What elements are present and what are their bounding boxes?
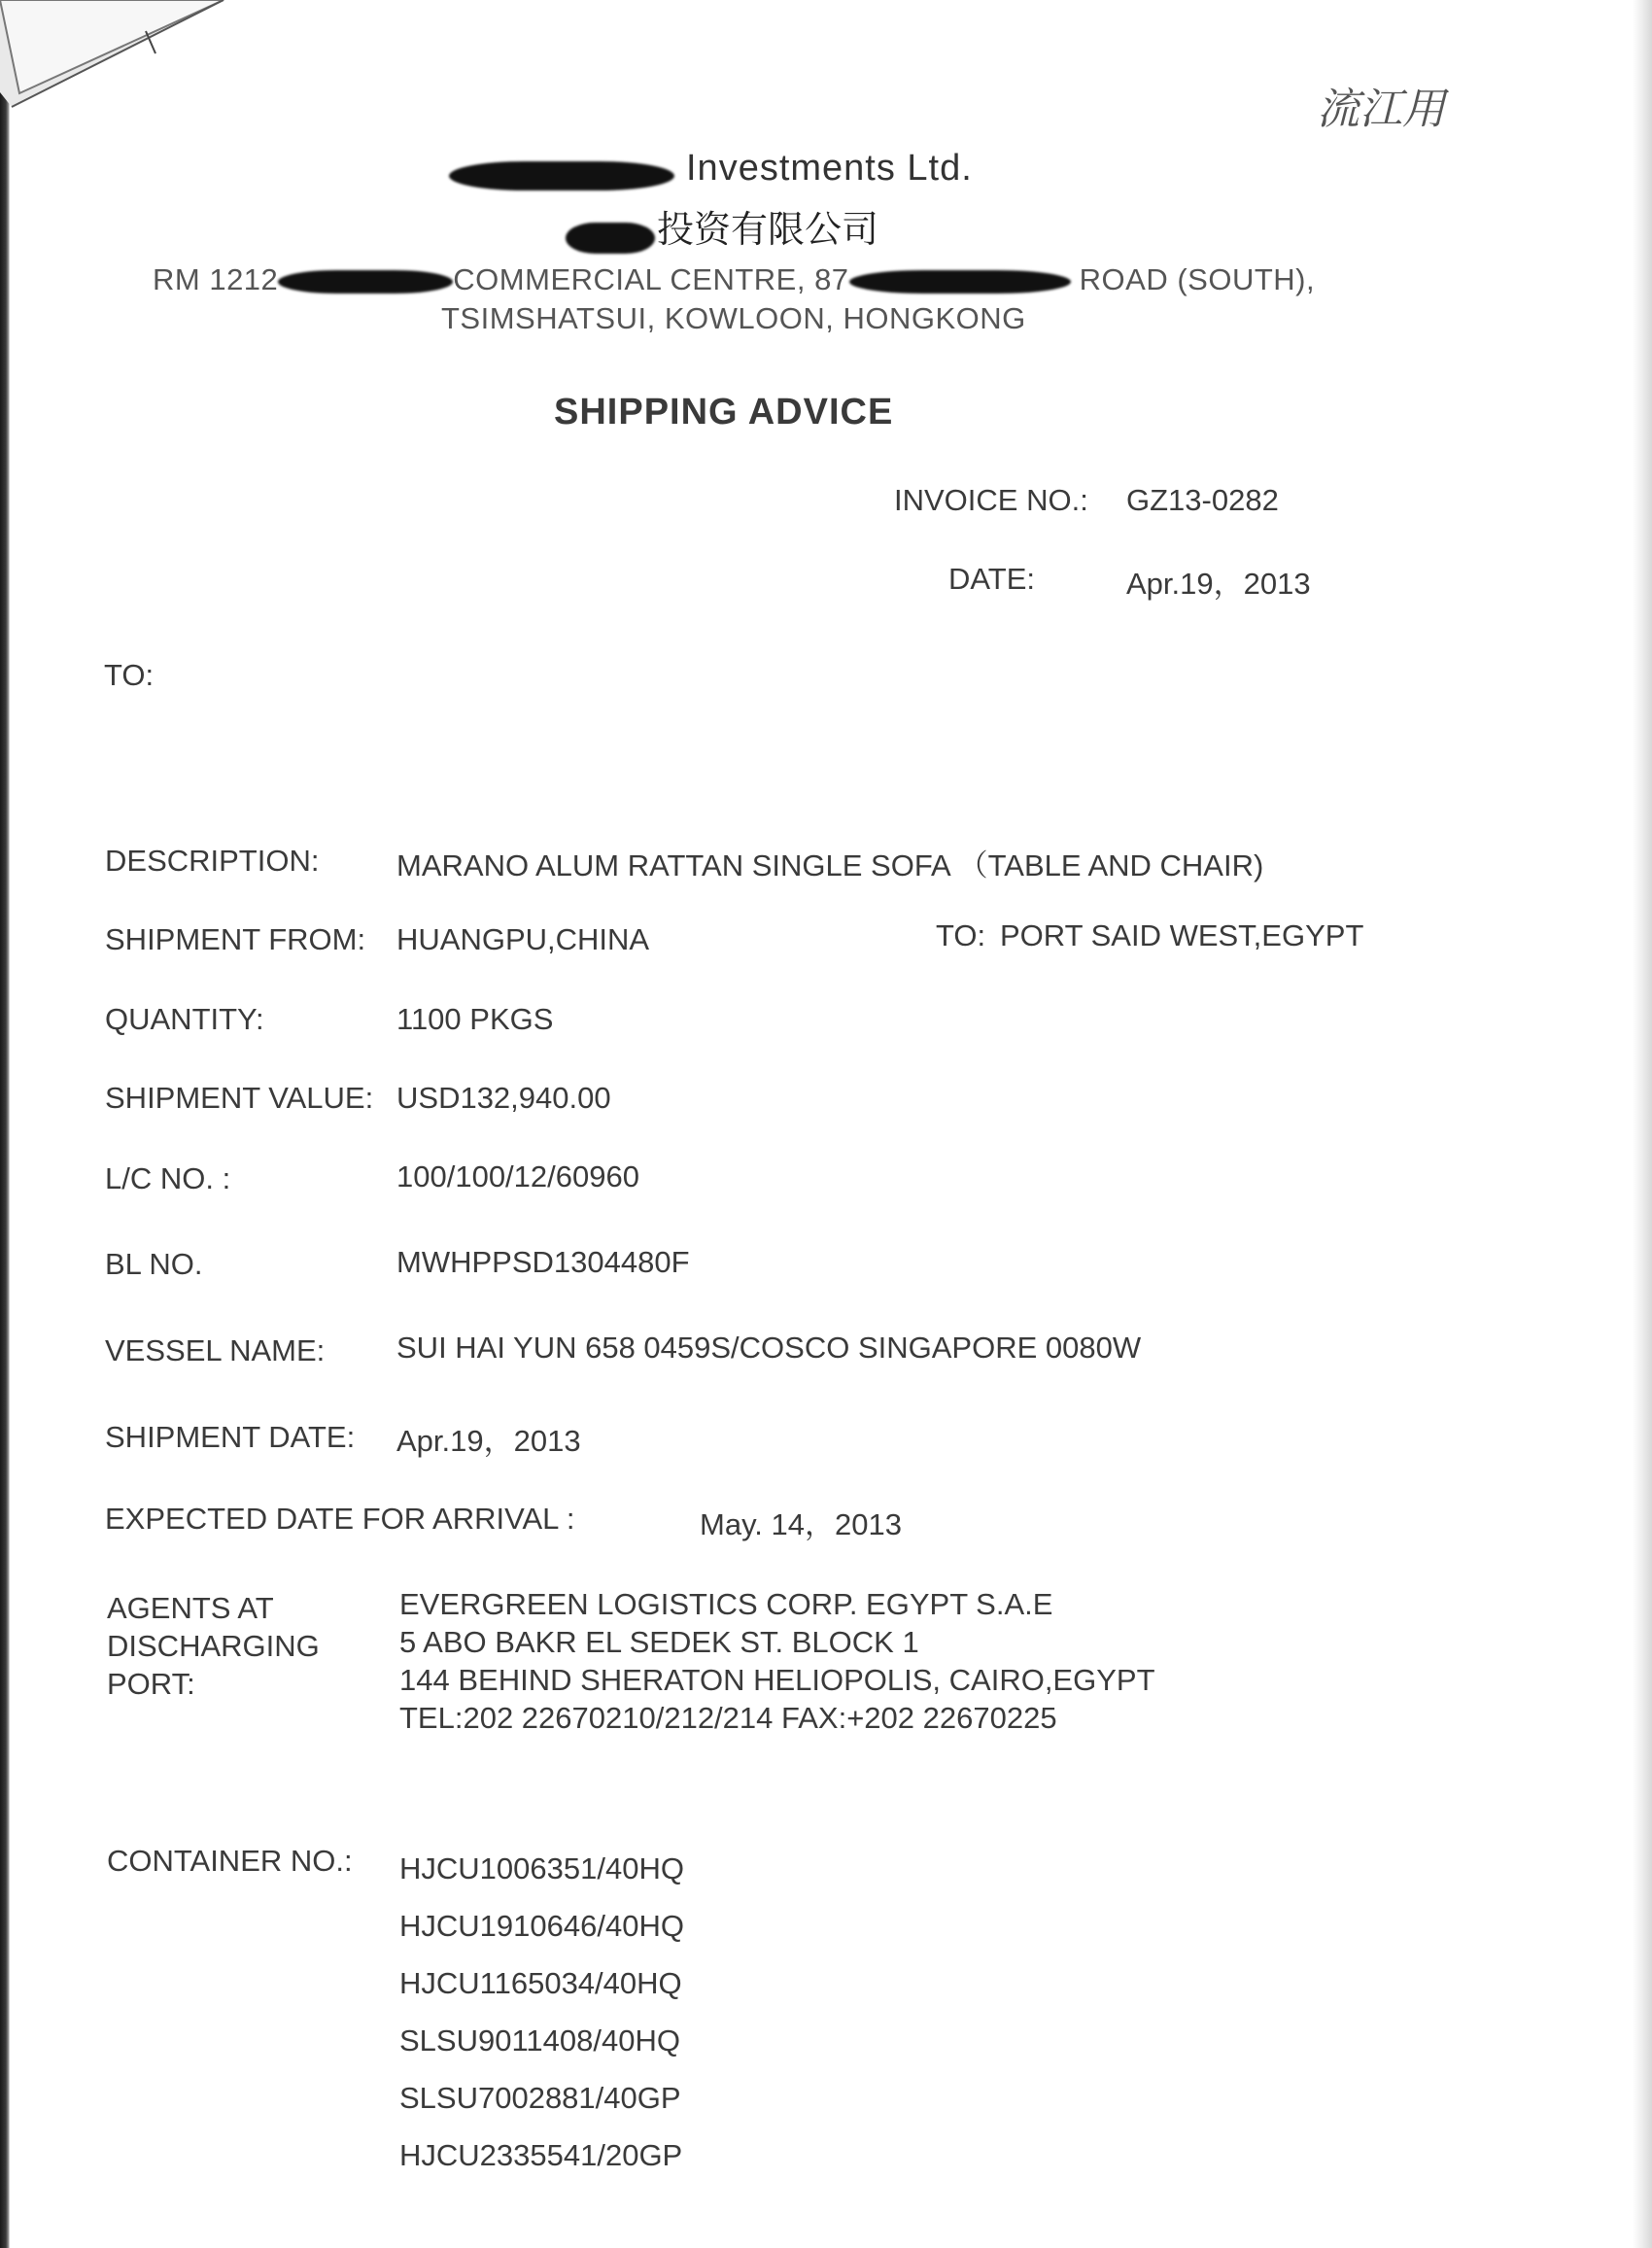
vessel-name-value: SUI HAI YUN 658 0459S/COSCO SINGAPORE 0080W bbox=[396, 1331, 1142, 1365]
company-address-line1 bbox=[153, 262, 1315, 297]
shipment-from-label: SHIPMENT FROM: bbox=[105, 922, 366, 956]
agents-label-line: AGENTS AT bbox=[107, 1591, 274, 1625]
scan-left-edge bbox=[0, 0, 10, 2248]
shipment-date-value: Apr.19，2013 bbox=[396, 1424, 581, 1458]
handwritten-note: 流江用 bbox=[1317, 85, 1445, 134]
lc-no-label: L/C NO. : bbox=[105, 1161, 231, 1195]
address-part-b: COMMERCIAL CENTRE, 87 bbox=[453, 262, 849, 296]
agents-label-line: PORT: bbox=[107, 1667, 195, 1701]
container-item: HJCU1165034/40HQ bbox=[399, 1966, 682, 2000]
shipment-value-label: SHIPMENT VALUE: bbox=[105, 1081, 374, 1115]
quantity-value: 1100 PKGS bbox=[396, 1002, 554, 1036]
agents-label-line: DISCHARGING bbox=[107, 1629, 320, 1663]
container-item: SLSU9011408/40HQ bbox=[399, 2023, 680, 2058]
document-title: SHIPPING ADVICE bbox=[554, 392, 894, 432]
agents-line: 5 ABO BAKR EL SEDEK ST. BLOCK 1 bbox=[399, 1625, 919, 1659]
quantity-label: QUANTITY: bbox=[105, 1002, 264, 1036]
container-item: HJCU1910646/40HQ bbox=[399, 1909, 684, 1943]
bl-no-label: BL NO. bbox=[105, 1247, 203, 1281]
container-no-label: CONTAINER NO.: bbox=[107, 1844, 353, 1878]
date-label: DATE: bbox=[948, 562, 1035, 596]
invoice-no-label: INVOICE NO.: bbox=[894, 483, 1088, 517]
agents-label bbox=[107, 1589, 320, 1703]
agents-address bbox=[399, 1585, 1155, 1737]
redaction-mark bbox=[849, 270, 1071, 294]
arrival-value: May. 14，2013 bbox=[700, 1507, 902, 1541]
scan-right-edge bbox=[1633, 0, 1652, 2248]
shipment-to-label: TO: bbox=[936, 918, 986, 952]
company-name-cn: 投资有限公司 bbox=[657, 208, 879, 251]
shipment-from-value: HUANGPU,CHINA bbox=[396, 922, 650, 956]
container-item: HJCU2335541/20GP bbox=[399, 2138, 683, 2172]
company-name-en-line bbox=[449, 148, 973, 190]
container-list bbox=[399, 1840, 684, 2184]
arrival-label: EXPECTED DATE FOR ARRIVAL : bbox=[105, 1502, 575, 1536]
company-name-cn-line bbox=[566, 199, 878, 254]
company-name-en: Investments Ltd. bbox=[686, 148, 973, 189]
invoice-no-value: GZ13-0282 bbox=[1126, 483, 1279, 517]
container-item: SLSU7002881/40GP bbox=[399, 2081, 681, 2115]
shipment-to-value: PORT SAID WEST,EGYPT bbox=[1000, 918, 1364, 952]
description-value: MARANO ALUM RATTAN SINGLE SOFA （TABLE AND CHAIR) bbox=[396, 848, 1264, 882]
vessel-name-label: VESSEL NAME: bbox=[105, 1333, 326, 1367]
to-label: TO: bbox=[104, 658, 155, 692]
agents-line: TEL:202 22670210/212/214 FAX:+202 22670225 bbox=[399, 1701, 1057, 1735]
address-part-c: ROAD (SOUTH), bbox=[1079, 262, 1316, 296]
shipment-date-label: SHIPMENT DATE: bbox=[105, 1420, 356, 1454]
lc-no-value: 100/100/12/60960 bbox=[396, 1159, 639, 1193]
company-address-line2: TSIMSHATSUI, KOWLOON, HONGKONG bbox=[441, 301, 1026, 335]
container-item: HJCU1006351/40HQ bbox=[399, 1851, 684, 1885]
description-label: DESCRIPTION: bbox=[105, 844, 320, 878]
agents-line: EVERGREEN LOGISTICS CORP. EGYPT S.A.E bbox=[399, 1587, 1053, 1621]
shipment-value-value: USD132,940.00 bbox=[396, 1081, 611, 1115]
date-value: Apr.19，2013 bbox=[1126, 567, 1311, 601]
agents-line: 144 BEHIND SHERATON HELIOPOLIS, CAIRO,EGYPT bbox=[399, 1663, 1155, 1697]
redaction-mark bbox=[449, 161, 674, 190]
folded-corner bbox=[0, 0, 233, 126]
address-part-a: RM 1212 bbox=[153, 262, 279, 296]
bl-no-value: MWHPPSD1304480F bbox=[396, 1245, 690, 1279]
redaction-mark bbox=[278, 270, 453, 294]
redaction-mark bbox=[566, 223, 655, 254]
